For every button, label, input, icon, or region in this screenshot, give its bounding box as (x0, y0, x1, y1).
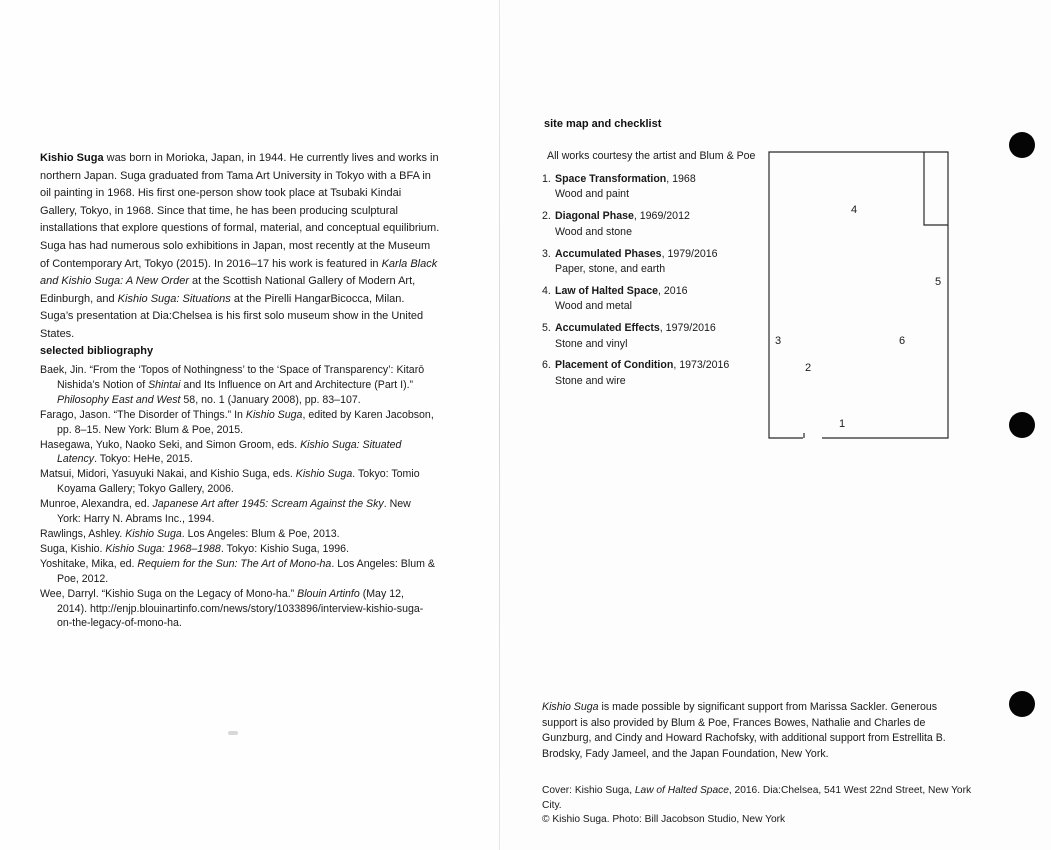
work-material: Wood and stone (555, 225, 632, 238)
cover-text: , 2016. Dia:Chelsea, 541 West 22nd Street, New York City. (542, 785, 972, 811)
map-label-2: 2 (805, 362, 812, 374)
checklist-item (542, 172, 767, 209)
work-title: Placement of Condition (555, 359, 674, 372)
bibliography-entry (40, 557, 435, 587)
site-map (765, 148, 955, 448)
bibliography-title: Kishio Suga (245, 408, 303, 421)
work-year: , 1968 (666, 173, 696, 185)
bibliography-entry (40, 587, 435, 632)
checklist-item (542, 284, 767, 321)
gallery-outline (769, 152, 948, 438)
bibliography-title: Kishio Suga (295, 468, 353, 481)
map-label-4: 4 (851, 204, 858, 216)
work-number: 2. (542, 210, 551, 223)
work-number: 6. (542, 359, 551, 372)
paper-smudge (228, 731, 238, 735)
bibliography-text: Matsui, Midori, Yasuyuki Nakai, and Kishio Suga, eds. (40, 468, 296, 481)
map-label-5: 5 (935, 276, 942, 288)
bibliography-text: Yoshitake, Mika, ed. (40, 557, 138, 570)
work-year: , 1979/2016 (661, 247, 718, 260)
work-title: Space Transformation (555, 173, 667, 185)
checklist-item (542, 358, 767, 395)
work-number: 5. (542, 322, 551, 335)
bibliography-list (40, 363, 435, 631)
bibliography-title: Blouin Artinfo (297, 587, 360, 600)
work-title: Accumulated Phases (555, 247, 662, 260)
cover-credit (542, 784, 982, 828)
work-number: 3. (542, 247, 551, 260)
bibliography-text: 58, no. 1 (January 2008), pp. 83–107. (180, 393, 361, 406)
bio-text: was born in Morioka, Japan, in 1944. He currently lives and works in northern Japan. Suga graduated from Tama Art University in Tokyo with a BFA in oil painting in 1968. His first one-person show took place at Tsubaki Kindai Gallery, Tokyo, in 1968. Since that time, he has been producing sculptural installations that explore questions of formal, material, and conceptual equilibrium. Suga has had numerous solo exhibitions in Japan, most recently at the Museum of Contemporary Art, Tokyo (2015). In 2016–17 his work is featured in (40, 152, 440, 270)
binder-hole (1009, 691, 1035, 717)
work-material: Wood and metal (555, 300, 632, 313)
photo-credit: © Kishio Suga. Photo: Bill Jacobson Studio, New York (542, 814, 786, 826)
bio-exhibition-title: Kishio Suga: Situations (117, 292, 231, 305)
bibliography-entry (40, 408, 435, 438)
page-fold (499, 0, 500, 850)
bio-exhibition-title: Karla Black and Kishio Suga: A New Order (40, 257, 438, 288)
work-title: Law of Halted Space (555, 284, 659, 297)
bibliography-entry (40, 497, 435, 527)
work-title: Accumulated Effects (555, 322, 660, 335)
bibliography-text: and Its Influence on Art and Architecture (Part I).” (180, 378, 414, 391)
cover-text: Cover: Kishio Suga, (542, 785, 635, 796)
map-label-1: 1 (839, 418, 846, 430)
binder-hole (1009, 412, 1035, 438)
bibliography-text: . Tokyo: Kishio Suga, 1996. (220, 542, 350, 555)
bio-text: at the Pirelli HangarBicocca, Milan. Suga’s presentation at Dia:Chelsea is his first solo museum show in the United States. (40, 292, 424, 340)
bibliography-text: . Tokyo: HeHe, 2015. (94, 453, 193, 466)
work-material: Paper, stone, and earth (555, 263, 666, 275)
work-year: , 2016 (658, 284, 688, 297)
checklist (542, 172, 767, 396)
work-material: Stone and vinyl (555, 337, 628, 350)
work-year: , 1979/2016 (659, 322, 716, 335)
artist-bio (40, 150, 440, 344)
bibliography-title: Requiem for the Sun: The Art of Mono-ha (137, 557, 332, 570)
bibliography-text: (May 12, 2014). http://enjp.blouinartinfo.com/news/story/1033896/interview-kishio-suga-on-the-legacy-of-mono-ha. (57, 587, 424, 630)
work-number: 1. (542, 173, 551, 185)
map-label-6: 6 (899, 335, 906, 347)
binder-hole (1009, 132, 1035, 158)
bibliography-text: , edited by Karen Jacobson, pp. 8–15. New York: Blum & Poe, 2015. (57, 408, 434, 436)
bibliography-text: Wee, Darryl. “Kishio Suga on the Legacy of Mono-ha.” (40, 587, 298, 600)
support-title: Kishio Suga (542, 701, 599, 713)
work-year: , 1969/2012 (633, 210, 690, 223)
bibliography-title: Kishio Suga (125, 527, 182, 540)
bibliography-text: . New York: Harry N. Abrams Inc., 1994. (57, 498, 411, 526)
bibliography-text: Munroe, Alexandra, ed. (40, 498, 153, 511)
checklist-item (542, 209, 767, 246)
bibliography-title: Philosophy East and West (57, 393, 181, 406)
bibliography-text: Rawlings, Ashley. (40, 527, 126, 540)
bibliography-text: . Los Angeles: Blum & Poe, 2013. (181, 527, 340, 540)
work-year: , 1973/2016 (673, 359, 730, 372)
bibliography-heading: selected bibliography (40, 345, 154, 357)
bibliography-title: Japanese Art after 1945: Scream Against the Sky (152, 498, 384, 511)
work-material: Wood and paint (555, 188, 630, 201)
bibliography-text: . Los Angeles: Blum & Poe, 2012. (57, 557, 435, 585)
support-text: is made possible by significant support from Marissa Sackler. Generous support is also provided by Blum & Poe, Frances Bowes, Nathalie and Charles de Gunzburg, and Cindy and Howard Rachofsky, with additional support from Estrellita B. Brodsky, Fady Jameel, and the Japan Foundation, New York. (542, 701, 946, 760)
artist-name: Kishio Suga (40, 152, 104, 164)
support-credits (542, 700, 962, 762)
site-map-heading: site map and checklist (544, 118, 662, 130)
bibliography-title: Kishio Suga: Situated Latency (57, 438, 402, 466)
checklist-item (542, 321, 767, 358)
bibliography-entry (40, 467, 435, 497)
checklist-item (542, 247, 767, 284)
bibliography-entry (40, 542, 435, 557)
bibliography-title: Kishio Suga: 1968–1988 (105, 542, 221, 555)
bibliography-entry (40, 438, 435, 468)
cover-work-title: Law of Halted Space (634, 785, 729, 796)
bibliography-text: Baek, Jin. “From the ‘Topos of Nothingness’ to the ‘Space of Transparency’: Kitarō Nishida’s Notion of (40, 364, 425, 391)
partition-wall (924, 152, 948, 225)
map-label-3: 3 (775, 335, 782, 347)
work-material: Stone and wire (555, 374, 626, 387)
bibliography-entry (40, 363, 435, 408)
bibliography-text: Suga, Kishio. (40, 542, 106, 555)
bio-text: at the Scottish National Gallery of Modern Art, Edinburgh, and (40, 275, 416, 305)
work-number: 4. (542, 284, 551, 297)
bibliography-title: Shintai (148, 378, 181, 391)
work-title: Diagonal Phase (555, 210, 634, 223)
bibliography-text: . Tokyo: Tomio Koyama Gallery; Tokyo Gallery, 2006. (57, 468, 420, 496)
bibliography-text: Farago, Jason. “The Disorder of Things.” In (40, 408, 246, 421)
bibliography-text: Hasegawa, Yuko, Naoko Seki, and Simon Groom, eds. (40, 438, 301, 451)
bibliography-entry (40, 527, 435, 542)
courtesy-line: All works courtesy the artist and Blum & Poe (547, 150, 756, 162)
